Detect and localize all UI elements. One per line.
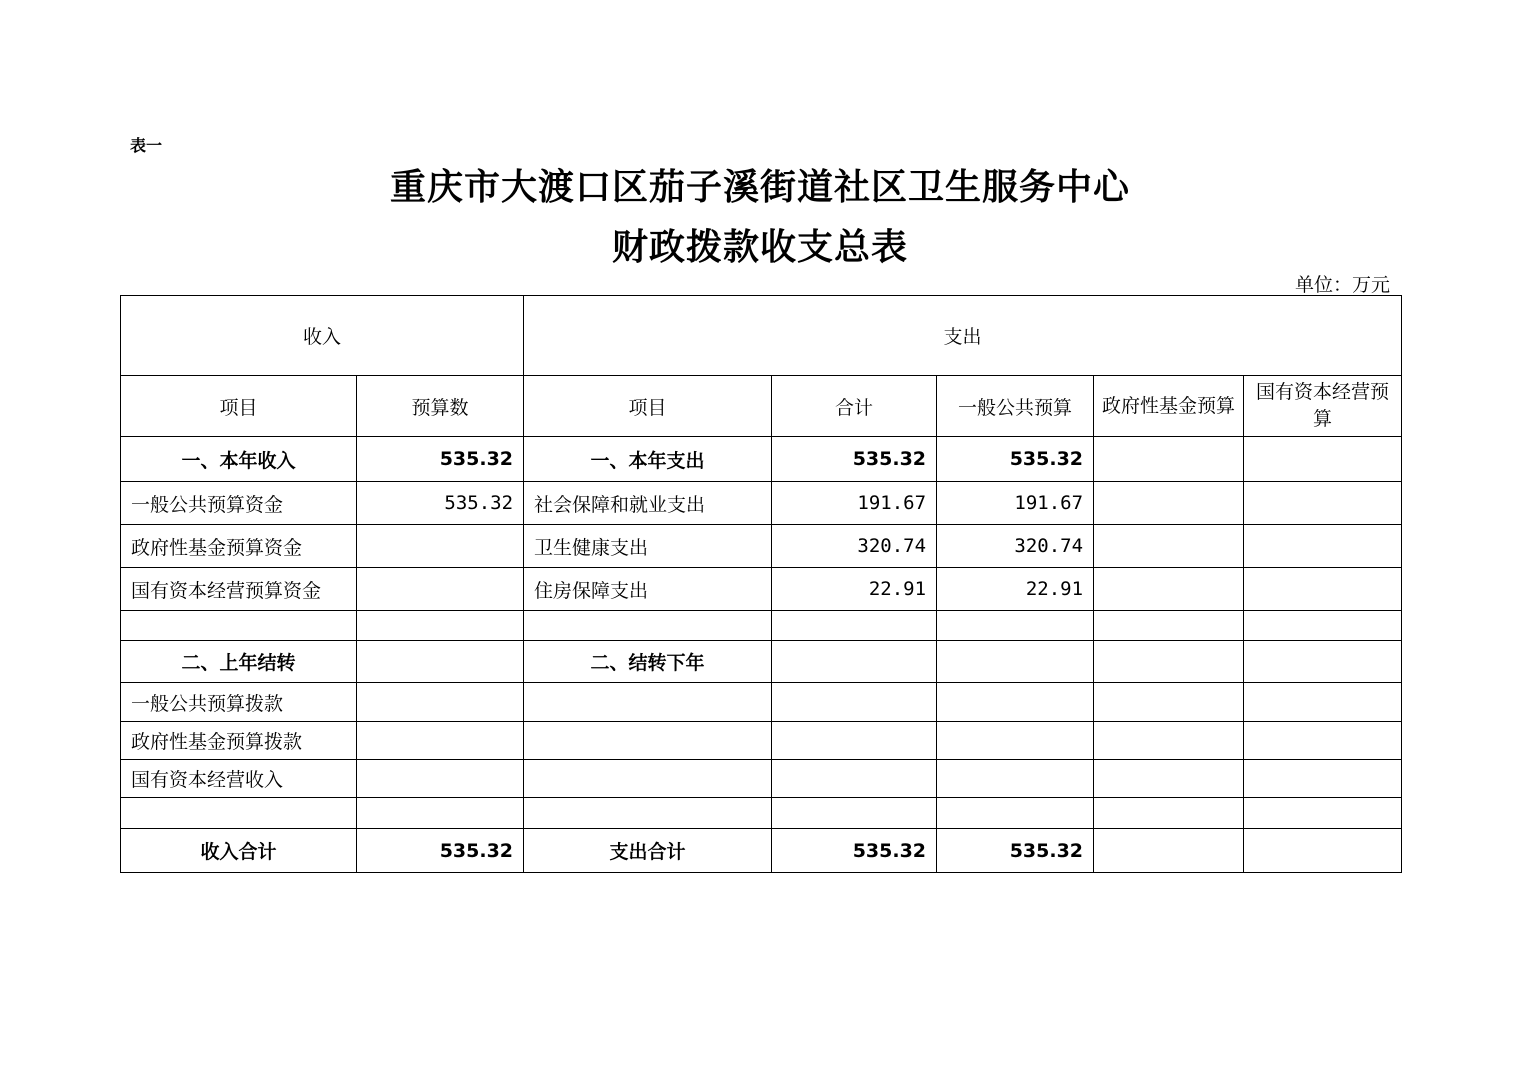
income-budget	[357, 722, 524, 760]
col-header-gov-fund-budget: 政府性基金预算	[1094, 376, 1244, 437]
unit-label: 单位：万元	[1294, 274, 1390, 296]
income-item	[121, 798, 357, 829]
expense-general	[937, 611, 1094, 641]
income-group-header: 收入	[121, 296, 524, 376]
table-row	[121, 641, 1402, 683]
income-budget: 535.32	[357, 437, 524, 482]
expense-total-value: 535.32	[772, 829, 937, 873]
expense-gov-fund	[1094, 722, 1244, 760]
expense-state-capital	[1244, 683, 1402, 722]
expense-state-capital	[1244, 641, 1402, 683]
income-budget: 535.32	[357, 482, 524, 525]
expense-general	[937, 798, 1094, 829]
expense-item	[524, 722, 772, 760]
expense-item: 一、本年支出	[524, 437, 772, 482]
expense-total: 191.67	[772, 482, 937, 525]
expense-gov-fund-total	[1094, 829, 1244, 873]
expense-state-capital	[1244, 760, 1402, 798]
expense-item: 卫生健康支出	[524, 525, 772, 568]
expense-gov-fund	[1094, 611, 1244, 641]
expense-general	[937, 641, 1094, 683]
income-budget	[357, 525, 524, 568]
expense-total	[772, 611, 937, 641]
col-header-expense-item: 项目	[524, 376, 772, 437]
expense-item	[524, 798, 772, 829]
income-item: 国有资本经营收入	[121, 760, 357, 798]
income-item: 一般公共预算拨款	[121, 683, 357, 722]
table-row	[121, 437, 1402, 482]
expense-general	[937, 760, 1094, 798]
table-row	[121, 722, 1402, 760]
expense-general: 191.67	[937, 482, 1094, 525]
expense-item: 住房保障支出	[524, 568, 772, 611]
income-budget	[357, 611, 524, 641]
expense-gov-fund	[1094, 482, 1244, 525]
expense-gov-fund	[1094, 641, 1244, 683]
expense-general	[937, 683, 1094, 722]
totals-row	[121, 829, 1402, 873]
expense-total	[772, 760, 937, 798]
expense-total: 320.74	[772, 525, 937, 568]
expense-general: 320.74	[937, 525, 1094, 568]
col-header-state-capital-budget: 国有资本经营预算	[1244, 376, 1402, 437]
income-item	[121, 611, 357, 641]
expense-total	[772, 641, 937, 683]
income-item: 二、上年结转	[121, 641, 357, 683]
income-budget	[357, 641, 524, 683]
expense-state-capital	[1244, 437, 1402, 482]
column-header-row	[121, 376, 1402, 437]
col-header-income-item: 项目	[121, 376, 357, 437]
expense-general-total: 535.32	[937, 829, 1094, 873]
income-total-value: 535.32	[357, 829, 524, 873]
table-row	[121, 482, 1402, 525]
expense-state-capital	[1244, 525, 1402, 568]
income-item: 一、本年收入	[121, 437, 357, 482]
group-header-row	[121, 296, 1402, 376]
table-label: 表一	[130, 136, 163, 155]
expense-state-capital	[1244, 568, 1402, 611]
expense-state-capital	[1244, 611, 1402, 641]
expense-group-header: 支出	[524, 296, 1402, 376]
income-item: 政府性基金预算拨款	[121, 722, 357, 760]
expense-gov-fund	[1094, 525, 1244, 568]
expense-total: 535.32	[772, 437, 937, 482]
col-header-general-public-budget: 一般公共预算	[937, 376, 1094, 437]
expense-total: 22.91	[772, 568, 937, 611]
expense-gov-fund	[1094, 760, 1244, 798]
income-budget	[357, 683, 524, 722]
table-row	[121, 798, 1402, 829]
income-item: 国有资本经营预算资金	[121, 568, 357, 611]
income-budget	[357, 760, 524, 798]
expense-item: 社会保障和就业支出	[524, 482, 772, 525]
income-budget	[357, 568, 524, 611]
expense-general	[937, 722, 1094, 760]
expense-item	[524, 611, 772, 641]
expense-state-capital-total	[1244, 829, 1402, 873]
expense-item	[524, 683, 772, 722]
expense-gov-fund	[1094, 683, 1244, 722]
expense-general: 535.32	[937, 437, 1094, 482]
table-row	[121, 760, 1402, 798]
expense-state-capital	[1244, 722, 1402, 760]
income-total-label: 收入合计	[121, 829, 357, 873]
table-row	[121, 683, 1402, 722]
income-budget	[357, 798, 524, 829]
table-row	[121, 568, 1402, 611]
expense-total	[772, 722, 937, 760]
expense-gov-fund	[1094, 798, 1244, 829]
expense-state-capital	[1244, 482, 1402, 525]
expense-gov-fund	[1094, 568, 1244, 611]
income-item: 政府性基金预算资金	[121, 525, 357, 568]
table-row	[121, 611, 1402, 641]
document-title: 重庆市大渡口区茄子溪街道社区卫生服务中心	[389, 167, 1130, 208]
expense-total	[772, 683, 937, 722]
col-header-total: 合计	[772, 376, 937, 437]
expense-state-capital	[1244, 798, 1402, 829]
expense-gov-fund	[1094, 437, 1244, 482]
document-subtitle: 财政拨款收支总表	[611, 227, 908, 268]
income-item: 一般公共预算资金	[121, 482, 357, 525]
col-header-income-budget: 预算数	[357, 376, 524, 437]
expense-item: 二、结转下年	[524, 641, 772, 683]
budget-table	[120, 295, 1402, 873]
expense-total-label: 支出合计	[524, 829, 772, 873]
expense-total	[772, 798, 937, 829]
expense-item	[524, 760, 772, 798]
expense-general: 22.91	[937, 568, 1094, 611]
table-row	[121, 525, 1402, 568]
